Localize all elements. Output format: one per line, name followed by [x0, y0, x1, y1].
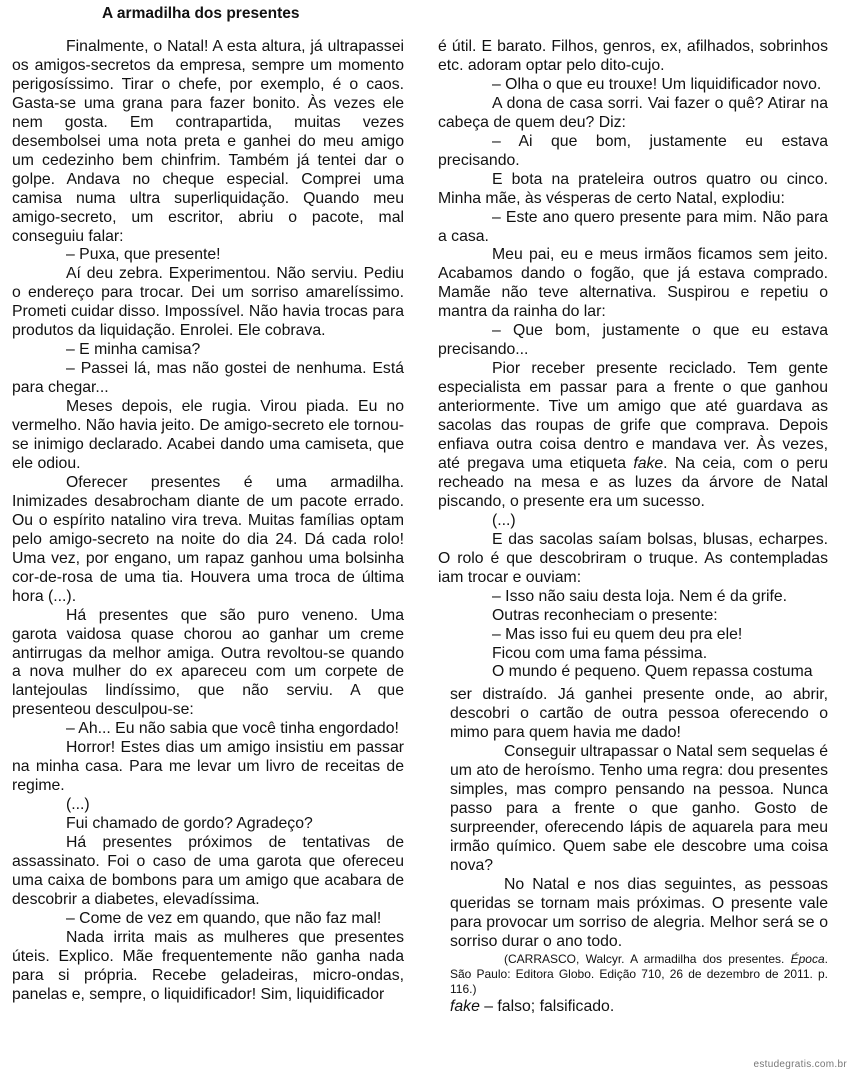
- dialogue-line: – Mas isso fui eu quem deu pra ele!: [492, 625, 743, 643]
- dialogue-line: – Isso não saiu desta loja. Nem é da grife.: [492, 587, 788, 605]
- dialogue-line: – Olha o que eu trouxe! Um liquidificador novo.: [492, 75, 822, 93]
- italic-term: fake: [633, 454, 664, 472]
- glossary-note: [450, 997, 828, 1016]
- paragraph: Fui chamado de gordo? Agradeço?: [66, 815, 313, 833]
- glossary-definition: – falso; falsificado.: [479, 997, 615, 1015]
- paragraph-continuation: ser distraído. Já ganhei presente onde, ao abrir, descobri o cartão de outra pessoa oferecendo o mimo para quem havia me dado!: [450, 686, 828, 742]
- dialogue-line: – Come de vez em quando, que não faz mal!: [66, 909, 382, 927]
- paragraph: Nada irrita mais as mulheres que presentes úteis. Explico. Mãe frequentemente não ganha nada para si própria. Recebe geladeiras, micro-ondas, panelas e, sempre, o liquidificador! Sim, liquidificador: [12, 928, 404, 1003]
- paragraph: Aí deu zebra. Experimentou. Não serviu. Pediu o endereço para trocar. Dei um sorriso amarelíssimo. Prometi cuidar disso. Impossível. Não havia trocas para produtos da liquidação. Enrolei. Ele cobrava.: [12, 265, 404, 340]
- citation-text: . São Paulo: Editora Globo. Edição 710, 26 de dezembro de 2011. p. 116.): [450, 951, 828, 996]
- paragraph: Meses depois, ele rugia. Virou piada. Eu no vermelho. Não havia jeito. De amigo-secreto ele tornou-se inimigo declarado. Acabei dando uma camiseta, que ele odiou.: [12, 398, 404, 472]
- dialogue-line: – Ah... Eu não sabia que você tinha engordado!: [66, 720, 399, 738]
- paragraph: Há presentes próximos de tentativas de assassinato. Foi o caso de uma garota que ofereceu uma caixa de bombons para um amigo que acabara de descobrir a diabetes, elevadíssima.: [12, 834, 404, 908]
- dialogue-line: – Que bom, justamente o que eu estava precisando...: [438, 322, 828, 359]
- paragraph: Conseguir ultrapassar o Natal sem sequelas é um ato de heroísmo. Tenho uma regra: dou presentes simples, mas compro pensando na pessoa. Nunca passo para a frente o que ganho. Gosto de surpreender, oferecendo lápis de aquarela para meu irmão químico. Quem sabe ele descobre uma coisa nova?: [450, 743, 829, 874]
- paragraph: A dona de casa sorri. Vai fazer o quê? Atirar na cabeça de quem deu? Diz:: [438, 94, 828, 131]
- text-run: Pior receber presente reciclado. Tem gente especialista em passar para a frente o que ganhou anteriormente. Tive um amigo que até guardava as sacolas das roupas de grife que comprava. Depois enfiava outra coisa dentro e mandava ver. Às vezes, até pregava uma etiqueta: [438, 360, 828, 472]
- citation-text: (CARRASCO, Walcyr. A armadilha dos presentes.: [504, 951, 791, 966]
- paragraph: No Natal e nos dias seguintes, as pessoas queridas se tornam mais próximas. O presente vale para provocar um sorriso de alegria. Melhor será se o sorriso durar o ano todo.: [450, 875, 828, 950]
- citation: [450, 952, 828, 997]
- paragraph: E das sacolas saíam bolsas, blusas, echarpes. O rolo é que descobriram o truque. As contempladas iam trocar e ouviam:: [438, 530, 828, 586]
- article-title: A armadilha dos presentes: [102, 5, 300, 22]
- citation-journal: Época: [790, 951, 825, 966]
- dialogue-line: – Puxa, que presente!: [66, 246, 221, 264]
- ellipsis-marker: (...): [66, 796, 90, 814]
- paragraph: Horror! Estes dias um amigo insistiu em passar na minha casa. Para me levar um livro de receitas de regime.: [12, 739, 404, 795]
- dialogue-line: – E minha camisa?: [66, 341, 201, 359]
- paragraph-continuation: é útil. E barato. Filhos, genros, ex, afilhados, sobrinhos etc. adoram optar pelo dito-cujo.: [438, 38, 828, 74]
- paragraph: Outras reconheciam o presente:: [492, 606, 718, 624]
- dialogue-line: – Este ano quero presente para mim. Não para a casa.: [438, 208, 828, 245]
- paragraph: E bota na prateleira outros quatro ou cinco. Minha mãe, às vésperas de certo Natal, explodiu:: [438, 170, 828, 207]
- glossary-term: fake: [450, 997, 480, 1015]
- shifted-block: [450, 686, 828, 1015]
- paragraph: [438, 360, 828, 512]
- dialogue-line: – Ai que bom, justamente eu estava precisando.: [438, 132, 828, 169]
- ellipsis-marker: (...): [492, 511, 516, 529]
- dialogue-line: – Passei lá, mas não gostei de nenhuma. Está para chegar...: [12, 360, 404, 397]
- paragraph: Oferecer presentes é uma armadilha. Inimizades desabrocham diante de um pacote errado. Ou o espírito natalino vira treva. Muitas famílias optam pelo amigo-secreto na noite do dia 24. Dá cada rolo! Uma vez, por engano, um rapaz ganhou uma bolsinha cor-de-rosa de uma tia. Houvera uma troca de última hora (...).: [12, 473, 404, 605]
- footer-watermark: estudegratis.com.br: [753, 1059, 847, 1070]
- paragraph: Há presentes que são puro veneno. Uma garota vaidosa quase chorou ao ganhar um creme antirrugas da melhor amiga. Outra revoltou-se quando a nova mulher do ex apareceu com um corpete de lantejoulas lindíssimo, que não serviu. A que presenteou desculpou-se:: [12, 606, 404, 719]
- right-column: [438, 38, 828, 1016]
- paragraph: O mundo é pequeno. Quem repassa costuma: [492, 663, 813, 681]
- paragraph: Finalmente, o Natal! A esta altura, já ultrapassei os amigos-secretos da empresa, sempre um momento perigosíssimo. Tirar o chefe, por exemplo, é o caos. Gasta-se uma grana para fazer bonito. Às vezes ele nem gosta. Em contrapartida, muitas vezes desembolsei uma nota preta e ganhei do meu amigo um cedezinho bem chinfrim. Também já tentei dar o golpe. Andava no cheque especial. Comprei uma camisa numa ultra superliquidação. Quando meu amigo-secreto, um escritor, abriu o pacote, mal conseguiu falar:: [12, 38, 404, 245]
- left-column: [12, 38, 404, 1005]
- paragraph: Meu pai, eu e meus irmãos ficamos sem jeito. Acabamos dando o fogão, que já estava comprado. Mamãe não teve alternativa. Suspirou e repetiu o mantra da rainha do lar:: [438, 246, 828, 321]
- text-run: . Na ceia, com o peru recheado na mesa e as luzes da árvore de Natal piscando, o presente era um sucesso.: [438, 454, 829, 510]
- paragraph: Ficou com uma fama péssima.: [492, 644, 708, 662]
